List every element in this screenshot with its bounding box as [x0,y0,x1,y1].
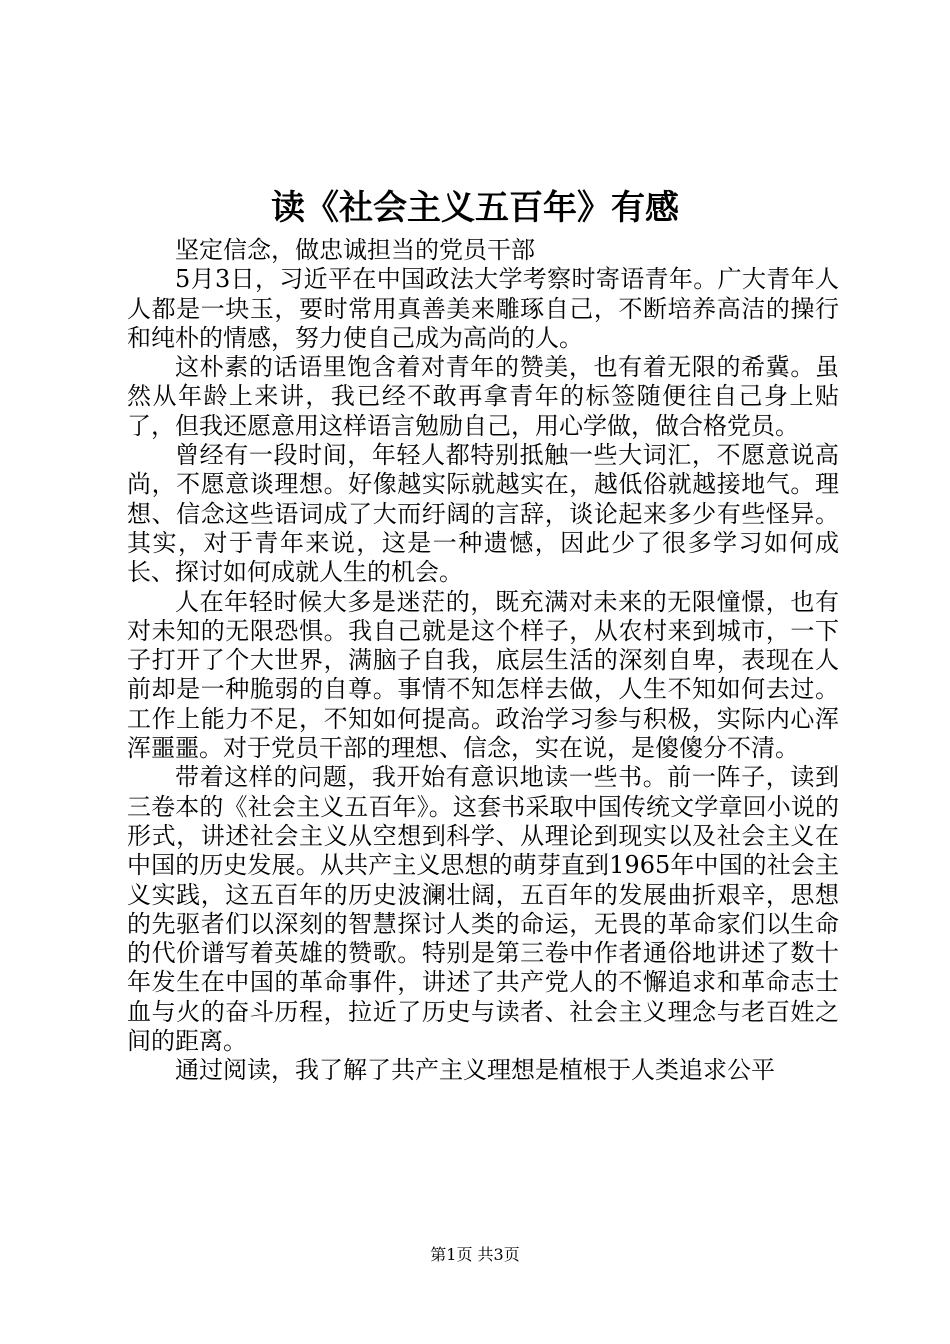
page-footer: 第1页 共3页 [430,1245,520,1264]
paragraph: 人在年轻时候大多是迷茫的，既充满对未来的无限憧憬，也有对未知的无限恐惧。我自己就是这个样子，从农村来到城市，一下子打开了个大世界，满脑子自我，底层生活的深刻自卑，表现在人前却是一种脆弱的自尊。事情不知怎样去做，人生不知如何去过。工作上能力不足，不知如何提高。政治学习参与积极，实际内心浑浑噩噩。对于党员干部的理想、信念，实在说，是傻傻分不清。 [127,587,839,763]
paragraph: 曾经有一段时间，年轻人都特别抵触一些大词汇，不愿意说高尚，不愿意谈理想。好像越实际就越实在，越低俗就越接地气。理想、信念这些语词成了大而纡阔的言辞，谈论起来多少有些怪异。其实，对于青年来说，这是一种遗憾，因此少了很多学习如何成长、探讨如何成就人生的机会。 [127,441,839,587]
paragraph: 5月3日，习近平在中国政法大学考察时寄语青年。广大青年人人都是一块玉，要时常用真善美来雕琢自己，不断培养高洁的操行和纯朴的情感，努力使自己成为高尚的人。 [127,265,839,352]
paragraph: 通过阅读，我了解了共产主义理想是植根于人类追求公平 [175,1056,775,1085]
paragraph: 带着这样的问题，我开始有意识地读一些书。前一阵子，读到三卷本的《社会主义五百年》。这套书采取中国传统文学章回小说的形式，讲述社会主义从空想到科学、从理论到现实以及社会主义在中国的历史发展。从共产主义思想的萌芽直到1965年中国的社会主义实践，这五百年的历史波澜壮阔，五百年的发展曲折艰辛，思想的先驱者们以深刻的智慧探讨人类的命运，无畏的革命家们以生命的代价谱写着英雄的赞歌。特别是第三卷中作者通俗地讲述了数十年发生在中国的革命事件，讲述了共产党人的不懈追求和革命志士血与火的奋斗历程，拉近了历史与读者、社会主义理念与老百姓之间的距离。 [127,763,839,1056]
document-body [127,236,839,1086]
document-title: 读《社会主义五百年》有感 [271,188,679,228]
subheading: 坚定信念，做忠诚担当的党员干部 [175,236,535,264]
paragraph: 这朴素的话语里饱含着对青年的赞美，也有着无限的希冀。虽然从年龄上来讲，我已经不敢再拿青年的标签随便往自己身上贴了，但我还愿意用这样语言勉励自己，用心学做，做合格党员。 [127,353,839,440]
